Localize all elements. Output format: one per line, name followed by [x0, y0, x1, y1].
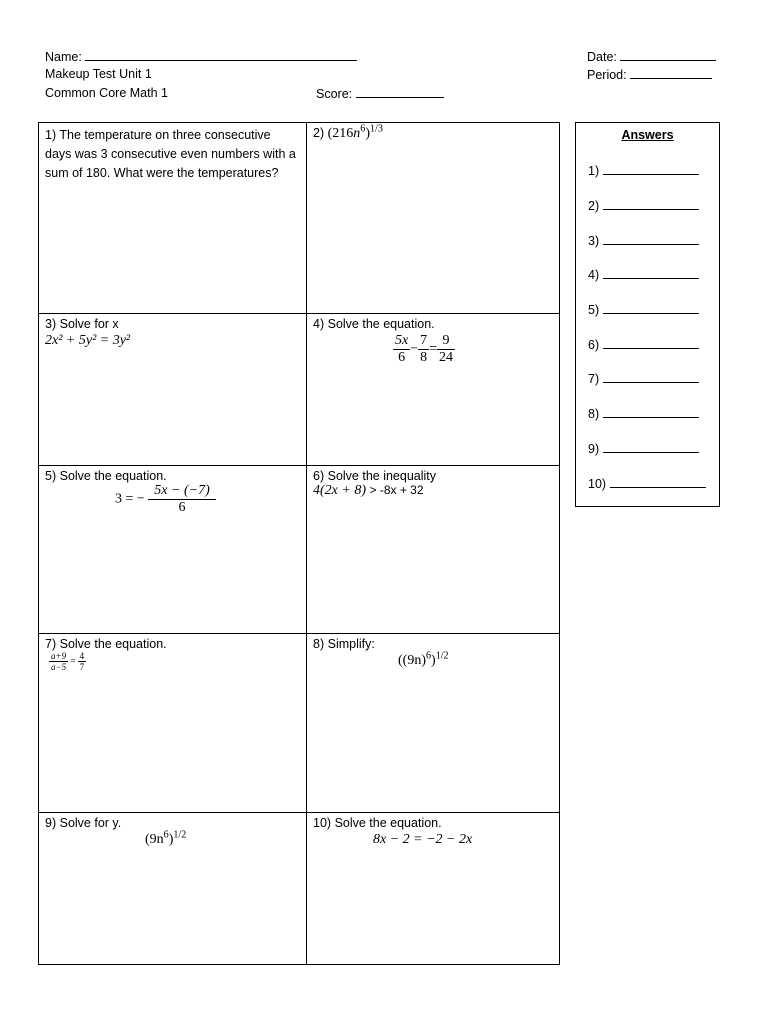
problem-equation: 3 = − $\frac{5x - (-7)}{6}$	[115, 483, 300, 516]
problem-4	[307, 314, 560, 369]
answer-blank[interactable]	[603, 302, 699, 314]
problem-expression: $((9n)^6)^{1/2}$	[398, 650, 449, 668]
period-label: Period:	[587, 68, 627, 82]
answer-blank[interactable]	[603, 371, 699, 383]
answer-row-6[interactable]: 6)	[588, 337, 699, 352]
problem-instruction: Solve for y.	[59, 816, 122, 830]
problem-number: 7)	[45, 637, 57, 651]
date-label: Date:	[587, 50, 617, 64]
answer-row-8[interactable]: 8)	[588, 406, 699, 421]
problem-equation: 2x² + 5y² = 3y²	[45, 333, 131, 348]
problem-instruction: Solve the equation.	[59, 469, 167, 483]
problem-number: 8)	[313, 637, 325, 651]
answer-row-9[interactable]: 9)	[588, 441, 699, 456]
period-field[interactable]	[587, 67, 712, 82]
problem-equation: 4(2x + 8) > -8x + 32	[313, 483, 424, 498]
problem-5	[39, 466, 306, 519]
answer-row-7[interactable]: 7)	[588, 371, 699, 386]
problem-2	[307, 123, 560, 145]
answer-blank[interactable]	[603, 163, 699, 175]
answer-blank[interactable]	[610, 476, 706, 488]
problem-number: 6)	[313, 469, 325, 483]
answer-row-2[interactable]: 2)	[588, 198, 699, 213]
course-title: Common Core Math 1	[45, 86, 168, 100]
problem-equation: 8x − 2 = −2 − 2x	[373, 832, 473, 847]
problem-instruction: Solve the inequality	[327, 469, 437, 483]
problem-instruction: Solve the equation.	[334, 816, 442, 830]
problem-grid	[38, 122, 560, 965]
problem-8	[307, 634, 560, 672]
problem-10	[307, 813, 560, 851]
problem-number: 10)	[313, 816, 332, 830]
problem-text: The temperature on three consecutive days was 3 consecutive even numbers with a sum of 180. What were the temperatures?	[45, 128, 296, 180]
problem-3	[39, 314, 306, 352]
problem-equation: $\frac{a+9}{a-5}$ = $\frac{4}{7}$	[51, 651, 85, 672]
answer-row-4[interactable]: 4)	[588, 267, 699, 282]
problem-instruction: Solve for x	[59, 317, 119, 331]
problem-number: 4)	[313, 317, 325, 331]
date-field[interactable]	[587, 49, 716, 64]
problem-expression: $(9n^6)^{1/2}$	[145, 829, 187, 847]
problem-number: 1)	[45, 128, 57, 142]
problem-number: 3)	[45, 317, 57, 331]
problem-6	[307, 466, 560, 502]
name-blank[interactable]	[85, 49, 357, 61]
answer-row-10[interactable]: 10)	[588, 476, 706, 491]
answer-blank[interactable]	[603, 198, 699, 210]
answer-blank[interactable]	[603, 406, 699, 418]
problem-instruction: Simplify:	[327, 637, 375, 651]
answer-row-1[interactable]: 1)	[588, 163, 699, 178]
answer-blank[interactable]	[603, 337, 699, 349]
answer-row-3[interactable]: 3)	[588, 233, 699, 248]
score-blank[interactable]	[356, 86, 444, 98]
name-label: Name:	[45, 50, 82, 64]
problem-7	[39, 634, 306, 675]
score-field[interactable]	[316, 86, 444, 101]
period-blank[interactable]	[630, 67, 712, 79]
problem-1	[39, 123, 306, 186]
problem-equation: $\frac{5x}{6}$ − $\frac{7}{8}$ = $\frac{9}{24}$	[395, 333, 454, 365]
name-field[interactable]	[45, 49, 357, 64]
answer-blank[interactable]	[603, 233, 699, 245]
date-blank[interactable]	[620, 49, 716, 61]
answers-title: Answers	[621, 128, 674, 142]
problem-number: 2)	[313, 126, 325, 140]
unit-title: Makeup Test Unit 1	[45, 67, 152, 81]
problem-expression: $(216n^6)^{1/3}$	[327, 123, 383, 141]
problem-number: 9)	[45, 816, 57, 830]
problem-instruction: Solve the equation.	[59, 637, 167, 651]
problem-number: 5)	[45, 469, 57, 483]
score-label: Score:	[316, 87, 353, 101]
problem-9	[39, 813, 306, 851]
answer-row-5[interactable]: 5)	[588, 302, 699, 317]
problem-instruction: Solve the equation.	[327, 317, 435, 331]
answers-box	[575, 122, 720, 507]
answer-blank[interactable]	[603, 441, 699, 453]
answer-blank[interactable]	[603, 267, 699, 279]
